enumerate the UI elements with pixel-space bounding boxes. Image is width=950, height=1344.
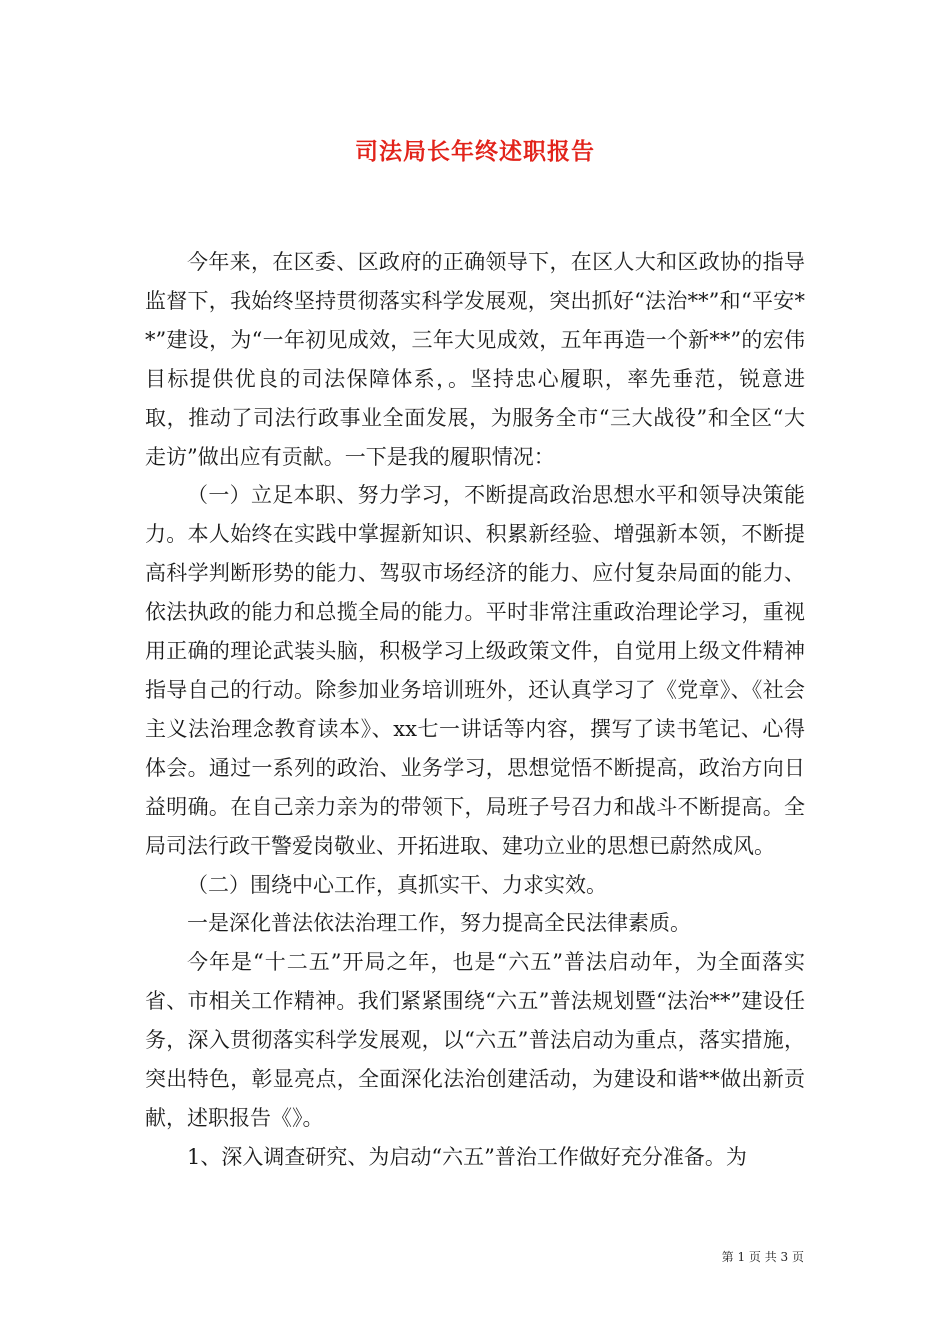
document-title: 司法局长年终述职报告 (355, 139, 595, 165)
document-body (145, 243, 805, 1177)
paragraph-liuwu: 今年是“十二五”开局之年，也是“六五”普法启动年，为全面落实省、市相关工作精神。我们紧紧围绕“六五”普法规划暨“法治**”建设任务，深入贯彻落实科学发展观，以“六五”普法启动为重点，落实措施，突出特色，彰显亮点，全面深化法治创建活动，为建设和谐**做出新贡献，述职报告《》。 (145, 950, 805, 1130)
paragraph-section-one: （一）立足本职、努力学习，不断提高政治思想水平和领导决策能力。本人始终在实践中掌握新知识、积累新经验、增强新本领，不断提高科学判断形势的能力、驾驭市场经济的能力、应付复杂局面的能力、依法执政的能力和总揽全局的能力。平时非常注重政治理论学习，重视用正确的理论武装头脑，积极学习上级政策文件，自觉用上级文件精神指导自己的行动。除参加业务培训班外，还认真学习了《党章》、《社会主义法治理念教育读本》、xx七一讲话等内容，撰写了读书笔记、心得体会。通过一系列的政治、业务学习，思想觉悟不断提高，政治方向日益明确。在自己亲力亲为的带领下，局班子号召力和战斗不断提高。全局司法行政干警爱岗敬业、开拓进取、建功立业的思想已蔚然成风。 (145, 483, 805, 858)
paragraph-intro: 今年来，在区委、区政府的正确领导下，在区人大和区政协的指导监督下，我始终坚持贯彻落实科学发展观，突出抓好“法治**”和“平安**”建设，为“一年初见成效，三年大见成效，五年再造一个新**”的宏伟目标提供优良的司法保障体系，。坚持忠心履职，率先垂范，锐意进取，推动了司法行政事业全面发展，为服务全市“三大战役”和全区“大走访”做出应有贡献。一下是我的履职情况： (145, 250, 805, 469)
paragraph-item-one-heading: 一是深化普法依法治理工作，努力提高全民法律素质。 (187, 911, 691, 936)
paragraph-research: 1、深入调查研究、为启动“六五”普治工作做好充分准备。为 (187, 1144, 747, 1169)
paragraph-section-two-heading: （二）围绕中心工作，真抓实干、力求实效。 (187, 872, 607, 897)
page-number-footer: 第 1 页 共 3 页 (721, 1250, 804, 1264)
